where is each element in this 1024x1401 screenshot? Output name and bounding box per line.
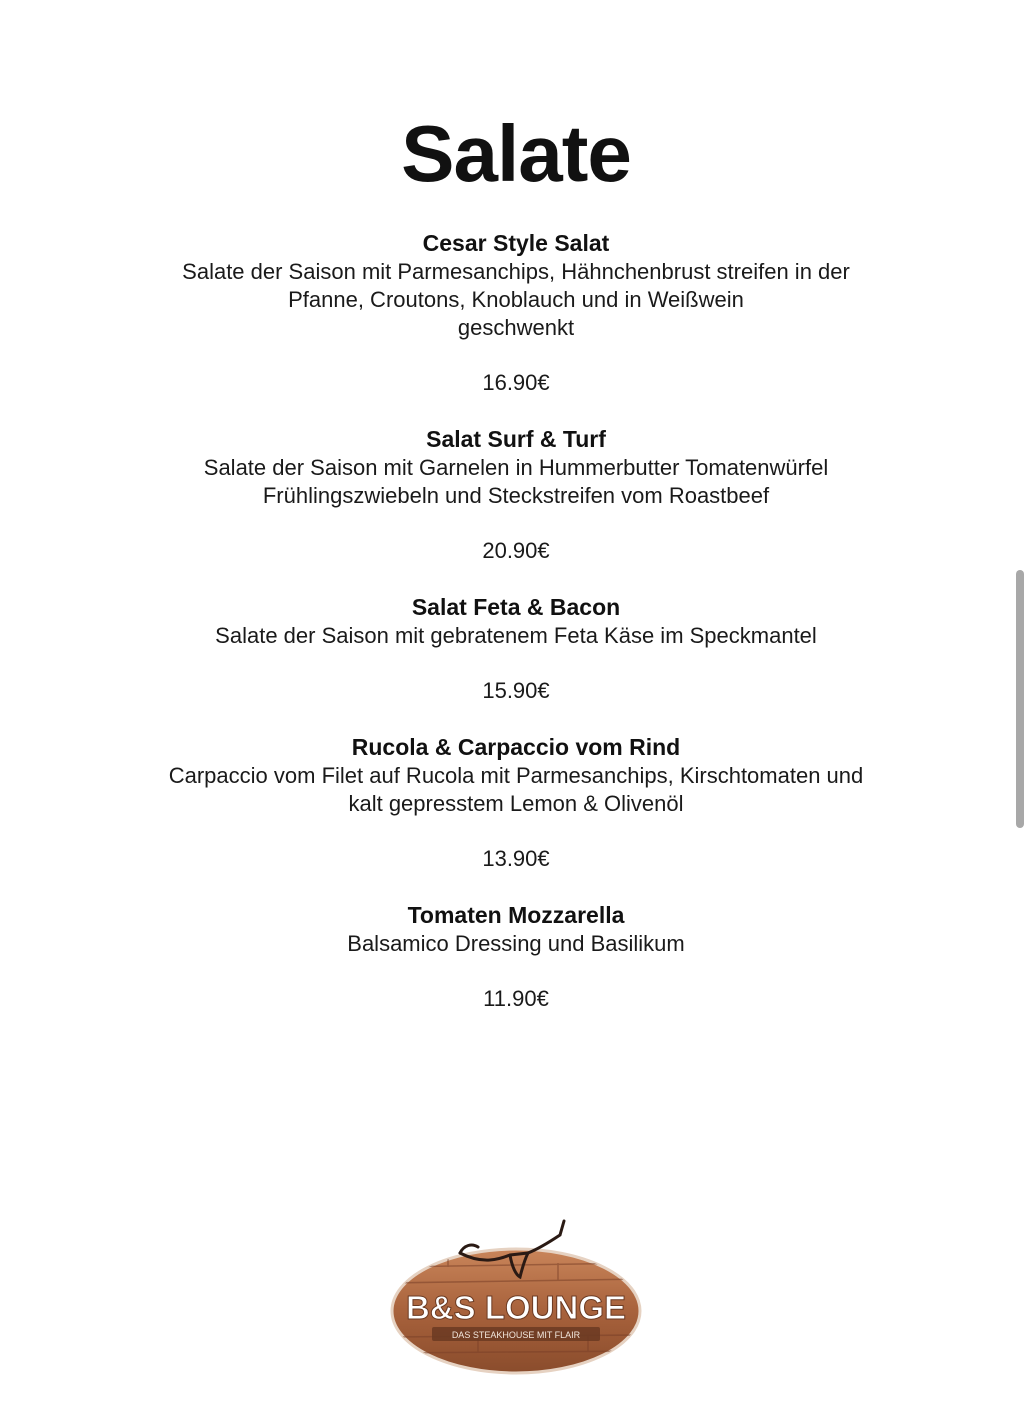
logo-name: B&S LOUNGE bbox=[405, 1289, 627, 1326]
item-description: Salate der Saison mit gebratenem Feta Käse im Speckmantel bbox=[215, 623, 817, 648]
item-price: 15.90€ bbox=[482, 678, 550, 703]
scrollbar[interactable] bbox=[1016, 570, 1024, 828]
item-name: Tomaten Mozzarella bbox=[407, 902, 625, 928]
menu-item bbox=[116, 424, 916, 565]
item-name: Rucola & Carpaccio vom Rind bbox=[351, 734, 681, 760]
page-title: Salate bbox=[401, 109, 631, 198]
menu-item bbox=[116, 228, 916, 397]
item-description: Balsamico Dressing und Basilikum bbox=[347, 931, 685, 956]
restaurant-logo bbox=[388, 1215, 644, 1380]
item-description: Salate der Saison mit Garnelen in Hummerbutter Tomatenwürfel Frühlingszwiebeln und Steckstreifen vom Roastbeef bbox=[203, 455, 829, 508]
item-price: 11.90€ bbox=[483, 986, 549, 1011]
item-price: 16.90€ bbox=[482, 370, 550, 395]
item-price: 13.90€ bbox=[482, 846, 550, 871]
item-price: 20.90€ bbox=[482, 538, 550, 563]
item-description: Salate der Saison mit Parmesanchips, Hähnchenbrust streifen in der Pfanne, Croutons, Knoblauch und in Weißwein geschwenkt bbox=[182, 259, 850, 340]
item-name: Cesar Style Salat bbox=[422, 230, 610, 256]
item-description: Carpaccio vom Filet auf Rucola mit Parmesanchips, Kirschtomaten und kalt gepresstem Lemon & Olivenöl bbox=[168, 763, 864, 816]
menu-item bbox=[116, 592, 916, 705]
menu-list bbox=[0, 228, 1024, 1013]
logo-tagline: DAS STEAKHOUSE MIT FLAIR bbox=[451, 1330, 581, 1340]
item-name: Salat Surf & Turf bbox=[426, 426, 606, 452]
menu-item bbox=[116, 900, 916, 1013]
item-name: Salat Feta & Bacon bbox=[411, 594, 621, 620]
menu-item bbox=[116, 732, 916, 873]
